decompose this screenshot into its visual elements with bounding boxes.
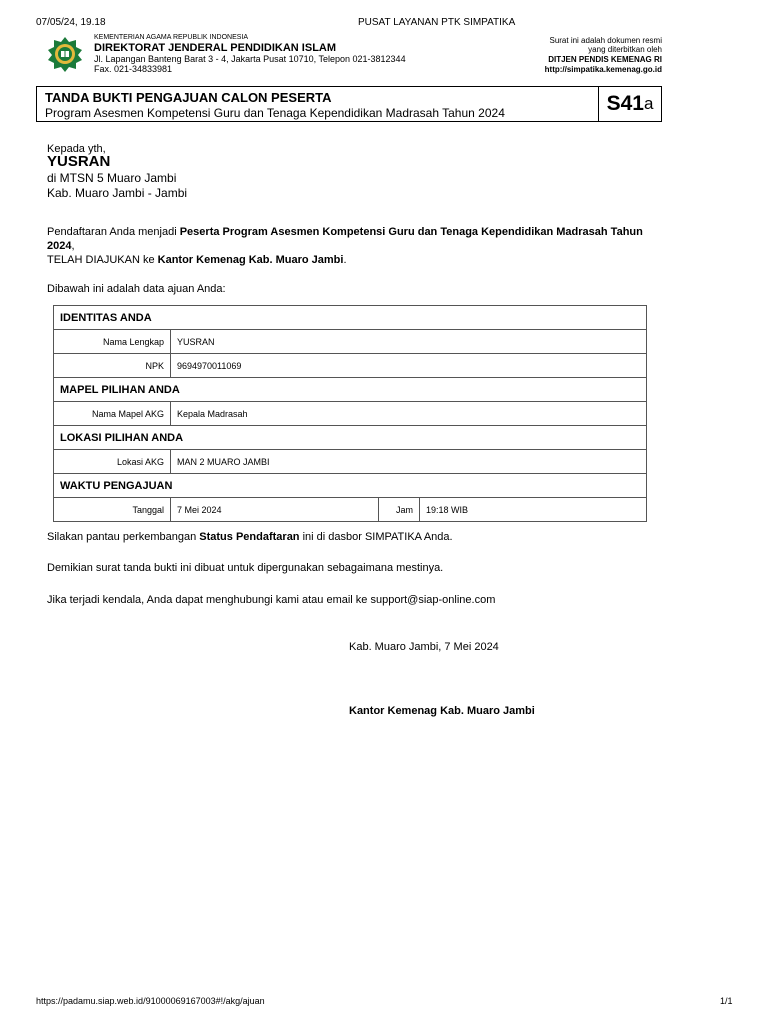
date-label: Tanggal	[54, 498, 171, 522]
recipient-school: di MTSN 5 Muaro Jambi	[47, 171, 177, 185]
target-office: Kantor Kemenag Kab. Muaro Jambi	[157, 254, 344, 266]
table-row	[54, 354, 647, 378]
page-number: 1/1	[720, 996, 733, 1006]
official-notice-line-2: yang diterbitkan oleh	[588, 45, 662, 54]
issuer-name: DITJEN PENDIS KEMENAG RI	[548, 55, 662, 64]
submission-data-table	[53, 305, 647, 522]
date-value: 7 Mei 2024	[171, 498, 379, 522]
status-bold: Status Pendaftaran	[199, 531, 300, 543]
subject-label: Nama Mapel AKG	[54, 402, 171, 426]
print-url: https://padamu.siap.web.id/91000069167003#!/akg/ajuan	[36, 996, 265, 1006]
registration-comma: ,	[71, 240, 75, 252]
full-name-label: Nama Lengkap	[54, 330, 171, 354]
purpose-paragraph: Demikian surat tanda bukti ini dibuat untuk dipergunakan sebagaimana mestinya.	[47, 562, 444, 574]
table-section-row	[54, 474, 647, 498]
identity-header: IDENTITAS ANDA	[54, 306, 647, 330]
status-after: ini di dasbor SIMPATIKA Anda.	[299, 531, 453, 543]
directorate-name: DIREKTORAT JENDERAL PENDIDIKAN ISLAM	[94, 42, 337, 54]
table-row	[54, 330, 647, 354]
full-name-value: YUSRAN	[171, 330, 647, 354]
greeting: Kepada yth,	[47, 143, 106, 155]
table-row	[54, 498, 647, 522]
registration-intro: Pendaftaran Anda menjadi	[47, 226, 180, 238]
program-name: Peserta Program Asesmen Kompetensi Guru dan Tenaga Kependidikan Madrasah Tahun 2024	[47, 226, 643, 252]
subject-value: Kepala Madrasah	[171, 402, 647, 426]
location-value: MAN 2 MUARO JAMBI	[171, 450, 647, 474]
table-section-row	[54, 306, 647, 330]
form-code	[598, 87, 661, 121]
table-section-row	[54, 378, 647, 402]
ministry-name: KEMENTERIAN AGAMA REPUBLIK INDONESIA	[94, 34, 249, 41]
kemenag-emblem-icon	[46, 36, 84, 72]
print-title: PUSAT LAYANAN PTK SIMPATIKA	[358, 17, 516, 28]
time-value: 19:18 WIB	[420, 498, 647, 522]
recipient-location: Kab. Muaro Jambi - Jambi	[47, 186, 188, 200]
table-row	[54, 402, 647, 426]
status-paragraph	[47, 530, 453, 544]
office-address: Jl. Lapangan Banteng Barat 3 - 4, Jakarta Pusat 10710, Telepon 021-3812344	[94, 54, 406, 64]
document-title: TANDA BUKTI PENGAJUAN CALON PESERTA	[45, 90, 332, 105]
print-date: 07/05/24, 19.18	[36, 17, 106, 28]
document-subtitle: Program Asesmen Kompetensi Guru dan Tenaga Kependidikan Madrasah Tahun 2024	[45, 106, 505, 120]
time-header: WAKTU PENGAJUAN	[54, 474, 647, 498]
official-notice-line-1: Surat ini adalah dokumen resmi	[549, 36, 662, 45]
office-fax: Fax. 021-34833981	[94, 64, 173, 74]
status-before: Silakan pantau perkembangan	[47, 531, 200, 543]
support-paragraph: Jika terjadi kendala, Anda dapat menghubungi kami atau email ke support@siap-online.com	[47, 594, 496, 606]
location-label: Lokasi AKG	[54, 450, 171, 474]
subject-header: MAPEL PILIHAN ANDA	[54, 378, 647, 402]
form-code-suffix: a	[643, 94, 654, 113]
form-code-main: S41	[606, 92, 644, 115]
npk-label: NPK	[54, 354, 171, 378]
data-intro: Dibawah ini adalah data ajuan Anda:	[47, 283, 226, 295]
time-label: Jam	[379, 498, 420, 522]
location-header: LOKASI PILIHAN ANDA	[54, 426, 647, 450]
table-section-row	[54, 426, 647, 450]
table-row	[54, 450, 647, 474]
submitted-text: TELAH DIAJUKAN ke	[47, 254, 158, 266]
npk-value: 9694970011069	[171, 354, 647, 378]
registration-period: .	[343, 254, 347, 266]
issuer-website: http://simpatika.kemenag.go.id	[544, 65, 662, 74]
document-title-box	[36, 86, 662, 122]
place-date: Kab. Muaro Jambi, 7 Mei 2024	[349, 641, 499, 653]
registration-paragraph	[47, 225, 657, 267]
signatory: Kantor Kemenag Kab. Muaro Jambi	[349, 705, 535, 717]
recipient-name: YUSRAN	[47, 153, 111, 170]
